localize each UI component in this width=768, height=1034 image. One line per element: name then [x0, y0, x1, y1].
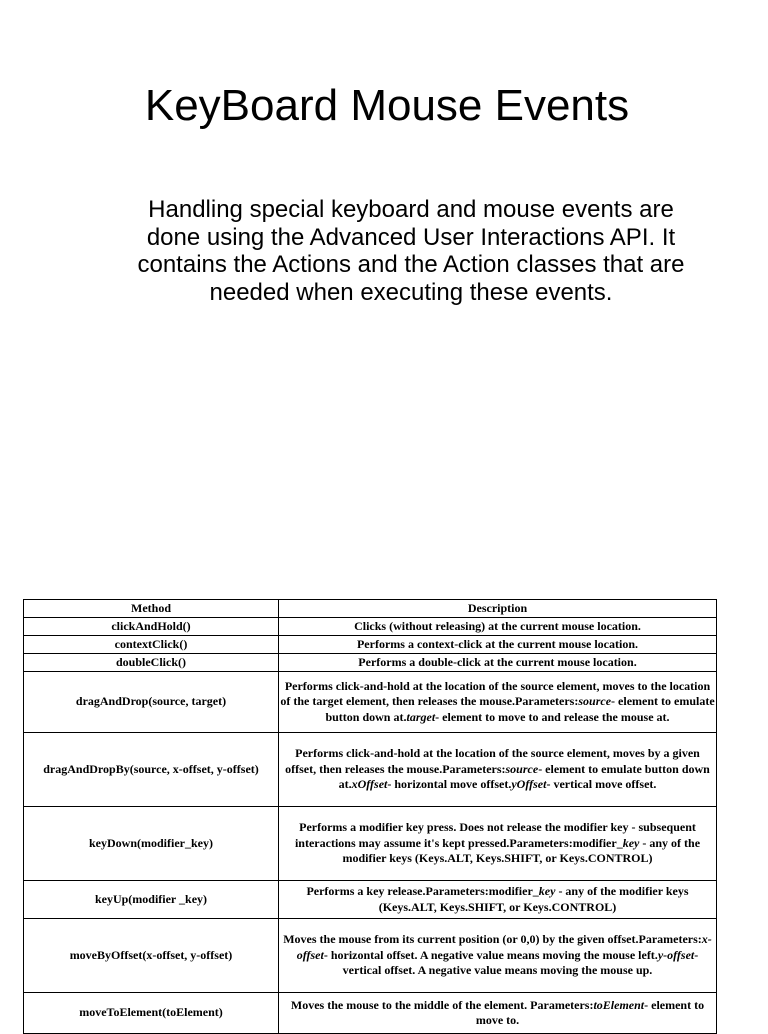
method-cell: keyDown(modifier_key): [24, 807, 279, 881]
description-cell: Performs click-and-hold at the location of the source element, moves to the location of the target element, then releases the mouse.Parameters:source- element to emulate button down at.target- element to move to and release the mouse at.: [279, 672, 717, 733]
description-cell: Moves the mouse from its current position (or 0,0) by the given offset.Parameters:x-offset- horizontal offset. A negative value means moving the mouse left.y-offset- vertical offset. A negative value means moving the mouse up.: [279, 919, 717, 993]
description-cell: Performs a context-click at the current mouse location.: [279, 636, 717, 654]
column-header-description: Description: [279, 600, 717, 618]
slide-title: KeyBoard Mouse Events: [144, 81, 630, 130]
description-cell: Clicks (without releasing) at the current mouse location.: [279, 618, 717, 636]
method-cell: clickAndHold(): [24, 618, 279, 636]
table-row: [24, 672, 717, 733]
table-header-row: [24, 600, 717, 618]
method-cell: keyUp(modifier _key): [24, 881, 279, 919]
description-cell: Moves the mouse to the middle of the element. Parameters:toElement- element to move to.: [279, 993, 717, 1034]
description-cell: Performs a key release.Parameters:modifier_key - any of the modifier keys (Keys.ALT, Keys.SHIFT, or Keys.CONTROL): [279, 881, 717, 919]
table-row: [24, 919, 717, 993]
table-row: [24, 881, 717, 919]
column-header-method: Method: [24, 600, 279, 618]
table-row: [24, 993, 717, 1034]
method-cell: dragAndDropBy(source, x-offset, y-offset): [24, 733, 279, 807]
table-row: [24, 807, 717, 881]
description-cell: Performs click-and-hold at the location of the source element, moves by a given offset, then releases the mouse.Parameters:source- element to emulate button down at.xOffset- horizontal move offset.yOffset- vertical move offset.: [279, 733, 717, 807]
table-row: [24, 654, 717, 672]
method-cell: contextClick(): [24, 636, 279, 654]
table-row: [24, 733, 717, 807]
description-cell: Performs a modifier key press. Does not release the modifier key - subsequent interactions may assume it's kept pressed.Parameters:modifier_key - any of the modifier keys (Keys.ALT, Keys.SHIFT, or Keys.CONTROL): [279, 807, 717, 881]
method-cell: moveByOffset(x-offset, y-offset): [24, 919, 279, 993]
methods-table: [23, 599, 717, 1034]
slide-body-text: Handling special keyboard and mouse events are done using the Advanced User Interactions API. It contains the Actions and the Action classes that are needed when executing these events.: [137, 196, 685, 306]
table-row: [24, 636, 717, 654]
method-cell: dragAndDrop(source, target): [24, 672, 279, 733]
method-cell: moveToElement(toElement): [24, 993, 279, 1034]
table-row: [24, 618, 717, 636]
method-cell: doubleClick(): [24, 654, 279, 672]
description-cell: Performs a double-click at the current mouse location.: [279, 654, 717, 672]
